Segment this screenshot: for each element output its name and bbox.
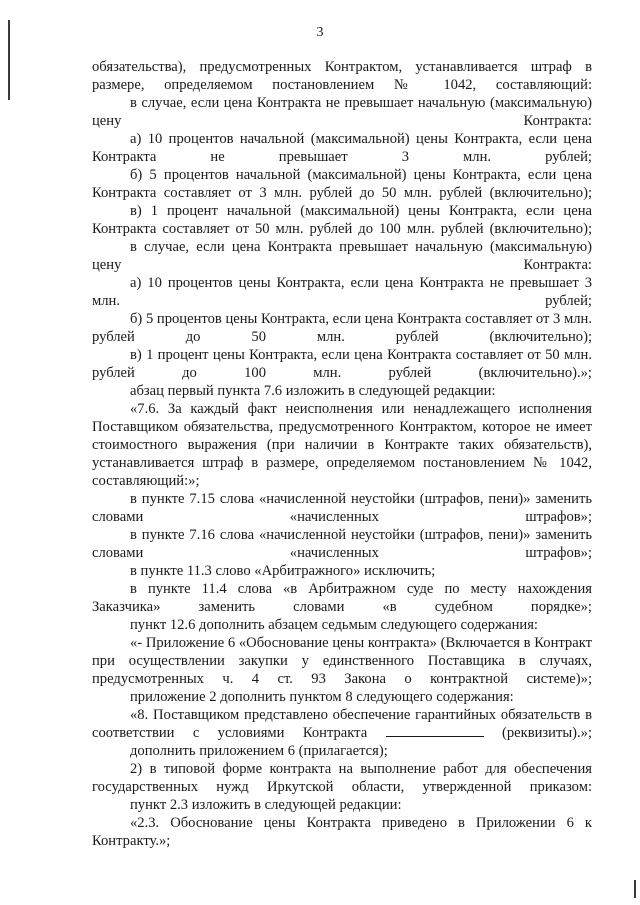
text-line: Контракт при осуществлении закупки у единственного Поставщика в bbox=[92, 635, 592, 669]
paragraph bbox=[92, 202, 592, 238]
paragraph bbox=[92, 742, 592, 760]
paragraph bbox=[92, 400, 592, 490]
paragraph bbox=[92, 688, 592, 706]
text-line: заменить словами «начисленных штрафов»; bbox=[92, 527, 592, 561]
paragraph bbox=[92, 562, 592, 580]
text-line: дополнить приложением 6 (прилагается); bbox=[130, 743, 388, 759]
text-line: государственных нужд Иркутской области, утвержденной приказом: bbox=[92, 779, 592, 795]
text-line: «7.6. За каждый факт неисполнения или ненадлежащего исполнения bbox=[130, 401, 592, 417]
text-line: Контракта составляет от 50 млн. рублей до 100 млн. рублей (включительно); bbox=[92, 221, 592, 237]
text-line: б) 5 процентов начальной (максимальной) цены Контракта, если цена bbox=[130, 167, 592, 183]
paragraph bbox=[92, 238, 592, 274]
text-line: в соответствии с условиями Контракта bbox=[92, 707, 592, 741]
paragraph bbox=[92, 94, 592, 130]
text-line: размере, определяемом постановлением № 1042, составляющий: bbox=[92, 77, 592, 93]
paragraph bbox=[92, 616, 592, 634]
text-line: обязательства), предусмотренных Контрактом, устанавливается штраф в bbox=[92, 59, 592, 75]
paragraph bbox=[92, 796, 592, 814]
text-line: б) 5 процентов цены Контракта, если цена Контракта составляет bbox=[130, 311, 533, 327]
text-line: Контракта составляет от 3 млн. рублей до 50 млн. рублей (включительно); bbox=[92, 185, 592, 201]
paragraph bbox=[92, 346, 592, 382]
text-line: от 50 млн. рублей до 100 млн. рублей (включительно).»; bbox=[92, 347, 592, 381]
text-line: а) 10 процентов цены Контракта, если цена Контракта не превышает bbox=[130, 275, 579, 291]
text-line: в пункте 7.15 слова «начисленной неустойки (штрафов, пени)» bbox=[130, 491, 531, 507]
text-line: пункт 2.3 изложить в следующей редакции: bbox=[130, 797, 402, 813]
paragraph bbox=[92, 310, 592, 346]
text-line: абзац первый пункта 7.6 изложить в следующей редакции: bbox=[130, 383, 496, 399]
paragraph bbox=[92, 490, 592, 526]
paragraph bbox=[92, 166, 592, 202]
text-line: а) 10 процентов начальной (максимальной) цены Контракта, если цена bbox=[130, 131, 592, 147]
text-line: в) 1 процент цены Контракта, если цена Контракта составляет bbox=[130, 347, 523, 363]
paragraph bbox=[92, 274, 592, 310]
text-line: Контракту.»; bbox=[92, 833, 171, 849]
paragraph bbox=[92, 706, 592, 742]
text-line: в случае, если цена Контракта превышает начальную (максимальную) bbox=[130, 239, 592, 255]
text-line: приложение 2 дополнить пунктом 8 следующего содержания: bbox=[130, 689, 514, 705]
paragraph bbox=[92, 382, 592, 400]
text-line: Поставщиком обязательства, предусмотренного Контрактом, которое не bbox=[92, 419, 551, 435]
paragraph bbox=[92, 58, 592, 94]
page-number: 3 bbox=[316, 25, 324, 40]
paragraph bbox=[92, 526, 592, 562]
text-line: (максимальную) цену Контракта: bbox=[92, 95, 592, 129]
text-line: обязательств), устанавливается штраф в размере, определяемом bbox=[92, 437, 592, 471]
text-line: от 3 млн. рублей до 50 млн. рублей (включительно); bbox=[92, 311, 592, 345]
text-line: в пункте 7.16 слова «начисленной неустойки (штрафов, пени)» bbox=[130, 527, 531, 543]
text-line: «8. Поставщиком представлено обеспечение гарантийных обязательств bbox=[130, 707, 581, 723]
text-line: 3 млн. рублей; bbox=[92, 275, 592, 309]
text-line: пункт 12.6 дополнить абзацем седьмым следующего содержания: bbox=[130, 617, 538, 633]
text-line: Контракта не превышает 3 млн. рублей; bbox=[92, 149, 592, 165]
text-line: «- Приложение 6 «Обоснование цены контракта» (Включается в bbox=[130, 635, 531, 651]
text-line: имеет стоимостного выражения (при наличии в Контракте таких bbox=[92, 419, 592, 453]
text-line: цену Контракта: bbox=[92, 257, 592, 273]
paragraph bbox=[92, 580, 592, 616]
text-line: заменить словами «начисленных штрафов»; bbox=[92, 491, 592, 525]
text-line: в пункте 11.3 слово «Арбитражного» исключить; bbox=[130, 563, 436, 579]
text-line: в случае, если цена Контракта не превышает начальную bbox=[130, 95, 486, 111]
text-line: постановлением № 1042, составляющий:»; bbox=[92, 455, 592, 489]
paragraph bbox=[92, 814, 592, 850]
text-line: в) 1 процент начальной (максимальной) цены Контракта, если цена bbox=[130, 203, 592, 219]
paragraph bbox=[92, 130, 592, 166]
text-line: в пункте 11.4 слова «в Арбитражном суде по месту нахождения bbox=[130, 581, 592, 597]
text-line: случаях, предусмотренных ч. 4 ст. 93 Закона о контрактной системе)»; bbox=[92, 653, 592, 687]
text-line: Заказчика» заменить словами «в судебном порядке»; bbox=[92, 599, 592, 615]
paragraph bbox=[92, 760, 592, 796]
right-margin-scan-line bbox=[634, 880, 636, 898]
text-line: «2.3. Обоснование цены Контракта приведено в Приложении 6 к bbox=[130, 815, 592, 831]
paragraph bbox=[92, 634, 592, 688]
blank-underline bbox=[386, 724, 484, 737]
text-line: (реквизиты).»; bbox=[501, 725, 593, 741]
document-body bbox=[92, 58, 592, 850]
text-line: 2) в типовой форме контракта на выполнение работ для обеспечения bbox=[130, 761, 592, 777]
